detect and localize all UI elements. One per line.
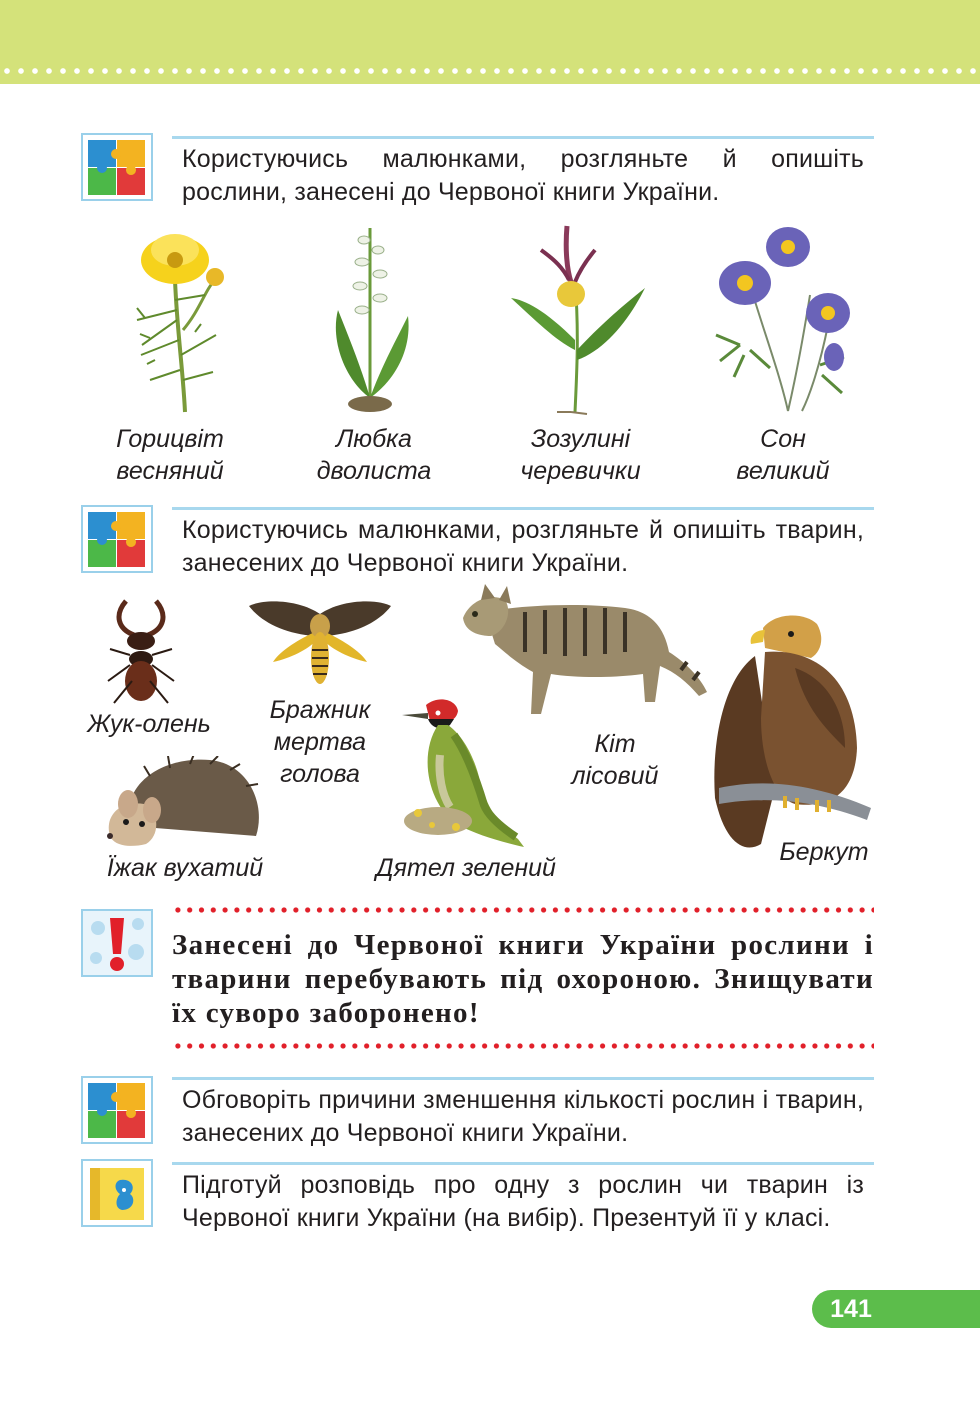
animal-caption-stag-beetle: Жук-олень [87,710,211,738]
task4-rule [172,1162,874,1165]
animal-caption-hedgehog: Їжак вухатий [106,854,264,882]
death-head-hawkmoth-image [245,596,395,688]
exclamation-icon [80,908,154,978]
task4-text: Підготуй розповідь про одну з рослин чи тварин із Червоної книги України (на вибір). Презентуй її у класі. [182,1171,864,1232]
animal-caption-golden-eagle: Беркут [779,838,869,866]
task3-rule [172,1077,874,1080]
animal-name-line1: Кіт [594,730,636,758]
golden-eagle-image [705,608,873,858]
notebook-icon [80,1158,154,1228]
ladys-slipper-orchid-image [505,220,655,416]
plant-name-line1: Сон [760,425,806,453]
task3-text: Обговоріть причини зменшення кількості рослин і тварин, занесених до Червоної книги України. [182,1086,864,1147]
pasqueflower-image [710,215,860,417]
animal-name-line2: мертва [273,728,367,756]
adonis-flower-image [105,220,245,416]
plant-caption-adonis [90,423,250,487]
task1-rule [172,136,874,139]
plant-caption-cypripedium [498,423,663,487]
warning-dotted-top [172,906,874,914]
page-number: 141 [830,1295,872,1323]
plant-name-line1: Зозулині [530,425,631,453]
plant-caption-pulsatilla [703,423,863,487]
animal-caption-wild-cat [555,728,675,792]
stag-beetle-image [100,595,182,707]
plant-name-line1: Любка [336,425,412,453]
warning-text: Занесені до Червоної книги України рослини і тварини перебувають під охороною. Знищувати їх суворо заборонено! [172,929,874,1029]
green-woodpecker-image [398,695,533,853]
puzzle-icon [80,1075,154,1145]
task2-rule [172,507,874,510]
task2-text: Користуючись малюнками, розгляньте й опишіть тварин, занесених до Червоної книги України. [182,516,864,577]
orchid-platanthera-image [320,220,420,416]
puzzle-icon [80,504,154,574]
plant-caption-platanthera [294,423,454,487]
warning-dotted-bottom [172,1042,874,1050]
plant-name-line2: дволиста [316,457,432,485]
animal-name-line3: голова [280,760,360,788]
plant-name-line2: черевички [520,457,641,485]
animal-caption-hawk-moth [250,694,390,790]
header-dotted-line [0,66,980,76]
plant-name-line2: великий [736,457,830,485]
task1-text: Користуючись малюнками, розгляньте й опишіть рослини, занесені до Червоної книги України. [182,145,864,206]
animal-caption-woodpecker: Дятел зелений [376,854,556,882]
puzzle-icon [80,132,154,202]
plant-name-line2: весняний [116,457,224,485]
animal-name-line1: Бражник [269,696,371,724]
plant-name-line1: Горицвіт [116,425,224,453]
long-eared-hedgehog-image [100,756,264,848]
animal-name-line2: лісовий [571,762,659,790]
